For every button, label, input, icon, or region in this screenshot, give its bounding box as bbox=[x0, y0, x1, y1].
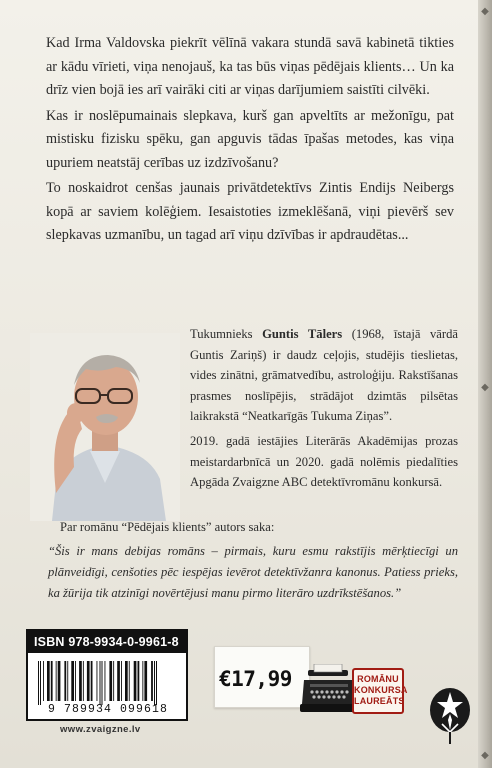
barcode-bar bbox=[117, 661, 120, 701]
author-quote: “Šis ir mans debijas romāns – pirmais, kuru esmu rakstījis mērķtiecīgi un plānveidīgi, cenšoties pēc iespējas ievērot detektīvžanra kanonus. Patiess prieks, ka žūrija tik atzinīgi novērtējusi manu pirmo literāro uzdrīkstēšanos.” bbox=[48, 544, 458, 600]
barcode-bar bbox=[129, 661, 130, 701]
barcode-bar bbox=[91, 661, 93, 701]
spine-edge bbox=[478, 0, 492, 768]
barcode-bar bbox=[109, 661, 112, 701]
barcode-bar bbox=[125, 661, 128, 701]
barcode-bar bbox=[47, 661, 50, 701]
barcode-bar bbox=[97, 661, 98, 701]
barcode-bar bbox=[142, 661, 143, 701]
barcode-bar bbox=[71, 661, 74, 701]
spine-ornament-icon: ◆ bbox=[481, 6, 489, 17]
publisher-star-logo-icon bbox=[428, 686, 472, 746]
barcode-bar bbox=[75, 661, 76, 701]
barcode-bar bbox=[156, 661, 157, 705]
typewriter-icon bbox=[300, 664, 360, 716]
barcode-bar bbox=[43, 661, 44, 701]
author-name: Guntis Tālers bbox=[262, 327, 343, 341]
award-line-3: LAUREĀTS bbox=[354, 696, 405, 706]
barcode-bar bbox=[113, 661, 114, 701]
author-bio bbox=[190, 324, 458, 497]
bio-paragraph-1-rest: (1968, īstajā vārdā Guntis Zariņš) ir daudz ceļojis, studējis tieslietas, vides zinātni, grāmatvedību, astroloģiju. Rakstīšanas prasmes noslīpējis, strādājot dzimtās pilsētas laikrakstā “Neatkarīgās Tukuma Ziņas”. bbox=[190, 327, 458, 424]
barcode-bar bbox=[67, 661, 68, 701]
barcode-bar bbox=[154, 661, 155, 705]
barcode-bar bbox=[121, 661, 122, 701]
barcode-bar bbox=[100, 661, 101, 705]
award-badge bbox=[352, 668, 408, 714]
blurb bbox=[46, 32, 454, 250]
author-photo bbox=[30, 333, 180, 521]
barcode-bar bbox=[151, 661, 153, 701]
barcode-bar bbox=[64, 661, 66, 701]
award-line-1: ROMĀNU bbox=[357, 674, 399, 684]
bio-paragraph-1 bbox=[190, 324, 458, 427]
barcode-bar bbox=[79, 661, 82, 701]
barcode-bar bbox=[40, 661, 41, 705]
barcode-bar bbox=[87, 661, 90, 701]
isbn-digits: 9 789934 099618 bbox=[47, 703, 169, 716]
barcode-bar bbox=[105, 661, 106, 701]
blurb-paragraph-1: Kad Irma Valdovska piekrīt vēlīnā vakara stundā savā kabinetā tikties ar kādu vīrieti, viņa nenojauš, ka tas būs viņas pēdējais klients… Un ka drīz vien bojā ies arī vairāki citi ar viņas darījumiem saistīti cilvēki. bbox=[46, 35, 454, 98]
blurb-paragraph-2: Kas ir noslēpumainais slepkava, kurš gan apveltīts ar mežonīgu, pat mistisku fizisku spēku, gan apguvis tādas īpašas metodes, kas viņa upuriem neatstāj cerības uz izdzīvošanu? bbox=[46, 107, 454, 171]
bio-lead: Tukumnieks bbox=[190, 327, 253, 341]
barcode-icon bbox=[36, 661, 180, 705]
blurb-paragraph-3: To noskaidrot cenšas jaunais privātdetektīvs Zintis Endijs Neibergs kopā ar saviem kolēģiem. Iesaistoties izmeklēšanā, viņi pievērš sev slepkavas uzmanību, un tagad arī viņu dzīvības ir apdraudētas... bbox=[46, 180, 454, 243]
isbn-box bbox=[26, 629, 188, 721]
price-sticker bbox=[214, 646, 310, 708]
barcode-bar bbox=[134, 661, 137, 701]
author-portrait-icon bbox=[30, 333, 180, 521]
barcode-bar bbox=[38, 661, 39, 705]
price: €17,99 bbox=[219, 667, 292, 691]
quote-intro: Par romānu “Pēdējais klients” autors saka: bbox=[60, 520, 275, 534]
publisher-website: www.zvaigzne.lv bbox=[60, 724, 141, 735]
isbn-label: ISBN 978-9934-0-9961-8 bbox=[28, 631, 186, 653]
barcode-bar bbox=[83, 661, 84, 701]
barcode-bar bbox=[144, 661, 147, 701]
barcode-bar bbox=[56, 661, 57, 701]
spine-ornament-icon: ◆ bbox=[481, 750, 489, 761]
spine-ornament-icon: ◆ bbox=[481, 382, 489, 393]
barcode-bar bbox=[138, 661, 140, 701]
award-line-2: KONKURSA bbox=[354, 685, 408, 695]
bio-paragraph-2: 2019. gadā iestājies Literārās Akadēmijas prozas meistardarbnīcā un 2020. gadā nolēmis piedalīties Apgāda Zvaigzne ABC detektīvromānu konkursā. bbox=[190, 433, 458, 490]
barcode-bar bbox=[58, 661, 61, 701]
barcode-bar bbox=[102, 661, 103, 705]
barcode-bar bbox=[51, 661, 53, 701]
